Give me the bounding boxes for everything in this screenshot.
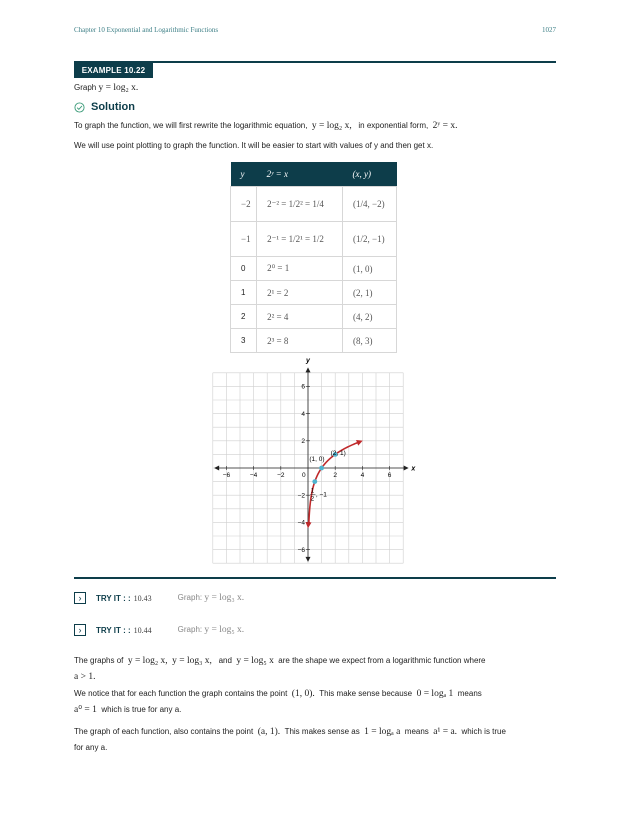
plotted-point xyxy=(319,466,324,471)
y-tick-label: 4 xyxy=(301,410,305,418)
try-it-math: y = log₃ x. xyxy=(204,593,245,603)
x-tick-label: −4 xyxy=(249,472,258,479)
y-axis-label: y xyxy=(306,357,310,365)
para-text: which is true for any a. xyxy=(101,705,182,714)
solution-math-2: 2ʸ = x. xyxy=(432,121,458,131)
solution-line-1 xyxy=(74,121,457,131)
try-it-math: y = log₅ x. xyxy=(204,625,245,635)
table-row xyxy=(231,329,397,353)
plotted-point xyxy=(312,479,317,484)
solution-math-1: y = log₂ x, xyxy=(311,121,352,131)
para-text: The graphs of xyxy=(74,656,124,665)
table-cell: (8, 3) xyxy=(343,329,397,353)
para-text: which is true xyxy=(461,727,506,736)
y-axis-arrow-down xyxy=(306,557,311,562)
table-header: 2ʸ = x xyxy=(257,162,343,187)
x-axis-arrow-left xyxy=(214,466,219,471)
x-tick-label: 4 xyxy=(360,472,365,479)
try-it-number: 10.43 xyxy=(133,593,152,603)
x-axis-arrow-right xyxy=(404,466,409,471)
table-cell: 1 xyxy=(231,281,257,305)
try-it-graph xyxy=(178,593,245,603)
log-graph xyxy=(210,357,416,563)
y-tick-label: −4 xyxy=(297,519,305,527)
table-cell: 2⁰ = 1 xyxy=(257,257,343,281)
solution-line-2: We will use point plotting to graph the function. It will be easier to start with values of y and then get x. xyxy=(74,141,434,150)
table-cell: 2² = 4 xyxy=(257,305,343,329)
check-circle-icon xyxy=(74,102,85,113)
para-math: a > 1. xyxy=(74,672,96,682)
table-header-row xyxy=(231,162,397,187)
y-tick-label: −2 xyxy=(297,492,305,500)
point-label-half-den: 2 xyxy=(310,496,315,503)
para-text: for any a. xyxy=(74,743,108,752)
para-math: a⁰ = 1 xyxy=(74,705,97,715)
table-cell: 2 xyxy=(231,305,257,329)
para-text: The graph of each function, also contains the point xyxy=(74,727,254,736)
table-cell: 2⁻² = 1/2² = 1/4 xyxy=(257,187,343,222)
para-text: This makes sense as xyxy=(284,727,360,736)
solution-text-b: in exponential form, xyxy=(358,121,429,130)
para-text: means xyxy=(457,689,482,698)
table-cell: (1, 0) xyxy=(343,257,397,281)
para-math: a¹ = a. xyxy=(433,727,458,737)
origin-label: 0 xyxy=(302,472,306,479)
table-row xyxy=(231,281,397,305)
point-label-1-0: (1, 0) xyxy=(309,456,325,463)
graph-tick-labels xyxy=(223,384,392,554)
paragraph-1 xyxy=(74,653,558,685)
chevron-right-icon[interactable]: › xyxy=(74,624,86,636)
table-cell: 0 xyxy=(231,257,257,281)
table-cell: 2³ = 8 xyxy=(257,329,343,353)
y-axis-arrow-up xyxy=(306,367,311,372)
y-tick-label: 2 xyxy=(301,438,305,446)
point-label-2-1: (2, 1) xyxy=(330,449,346,457)
try-it-label: TRY IT : : xyxy=(96,625,131,635)
section-divider xyxy=(74,577,556,579)
page-header xyxy=(74,26,556,38)
table-header: y xyxy=(231,162,257,187)
y-tick-label: 6 xyxy=(301,383,305,391)
x-axis-label: x xyxy=(411,465,416,473)
para-text: means xyxy=(404,727,429,736)
solution-text-a: To graph the function, we will first rewrite the logarithmic equation, xyxy=(74,121,308,130)
table-cell: −1 xyxy=(231,222,257,257)
values-table xyxy=(230,162,397,353)
paragraph-3 xyxy=(74,724,558,756)
table-cell: −2 xyxy=(231,187,257,222)
table-cell: (2, 1) xyxy=(343,281,397,305)
x-tick-label: −2 xyxy=(277,472,285,479)
table-cell: (1/4, −2) xyxy=(343,187,397,222)
paragraph-2 xyxy=(74,686,558,718)
table-row xyxy=(231,305,397,329)
para-math: 1 = logₐ a xyxy=(364,727,401,737)
para-text: This make sense because xyxy=(319,689,413,698)
try-it-number: 10.44 xyxy=(133,625,152,635)
table-header: (x, y) xyxy=(343,162,397,187)
prompt-text: Graph xyxy=(74,83,97,92)
page-number: 1027 xyxy=(542,26,556,34)
graph-axes xyxy=(214,367,408,561)
y-tick-label: −6 xyxy=(297,546,305,554)
table-cell: 2¹ = 2 xyxy=(257,281,343,305)
example-prompt xyxy=(74,83,138,93)
point-label-half-num: 1 xyxy=(310,488,315,495)
try-it-graph xyxy=(178,625,245,635)
try-it-graph-text: Graph: xyxy=(177,625,203,634)
solution-heading[interactable] xyxy=(74,101,135,113)
x-tick-label: −6 xyxy=(222,472,231,479)
try-it-10-44[interactable] xyxy=(74,624,244,636)
try-it-10-43[interactable] xyxy=(74,592,244,604)
table-row xyxy=(231,187,397,222)
para-text: and xyxy=(218,656,232,665)
table-cell: (1/2, −1) xyxy=(343,222,397,257)
point-label-half-y: , −1 xyxy=(315,491,327,499)
curve-arrow-down xyxy=(306,522,312,528)
table-row xyxy=(231,222,397,257)
table-cell: 2⁻¹ = 1/2¹ = 1/2 xyxy=(257,222,343,257)
para-text: We notice that for each function the graph contains the point xyxy=(74,689,288,698)
x-tick-label: 2 xyxy=(333,472,338,479)
para-text: are the shape we expect from a logarithmic function where xyxy=(278,656,486,665)
table-row xyxy=(231,257,397,281)
try-it-graph-text: Graph: xyxy=(177,593,203,602)
para-math: y = log₃ x, xyxy=(172,656,212,666)
table-cell: (4, 2) xyxy=(343,305,397,329)
para-math: (a, 1). xyxy=(257,727,281,737)
para-math: y = log₅ x xyxy=(236,656,274,666)
chapter-title: Chapter 10 Exponential and Logarithmic Functions xyxy=(74,26,219,34)
prompt-math: y = log₂ x. xyxy=(98,83,139,93)
try-it-label: TRY IT : : xyxy=(96,593,131,603)
chevron-right-icon[interactable]: › xyxy=(74,592,86,604)
para-math: 0 = logₐ 1 xyxy=(416,689,454,699)
para-math: (1, 0). xyxy=(291,689,315,699)
x-tick-label: 6 xyxy=(387,472,392,479)
table-cell: 3 xyxy=(231,329,257,353)
solution-title: Solution xyxy=(91,101,135,113)
example-tab: EXAMPLE 10.22 xyxy=(74,62,153,78)
para-math: y = log₂ x, xyxy=(127,656,168,666)
